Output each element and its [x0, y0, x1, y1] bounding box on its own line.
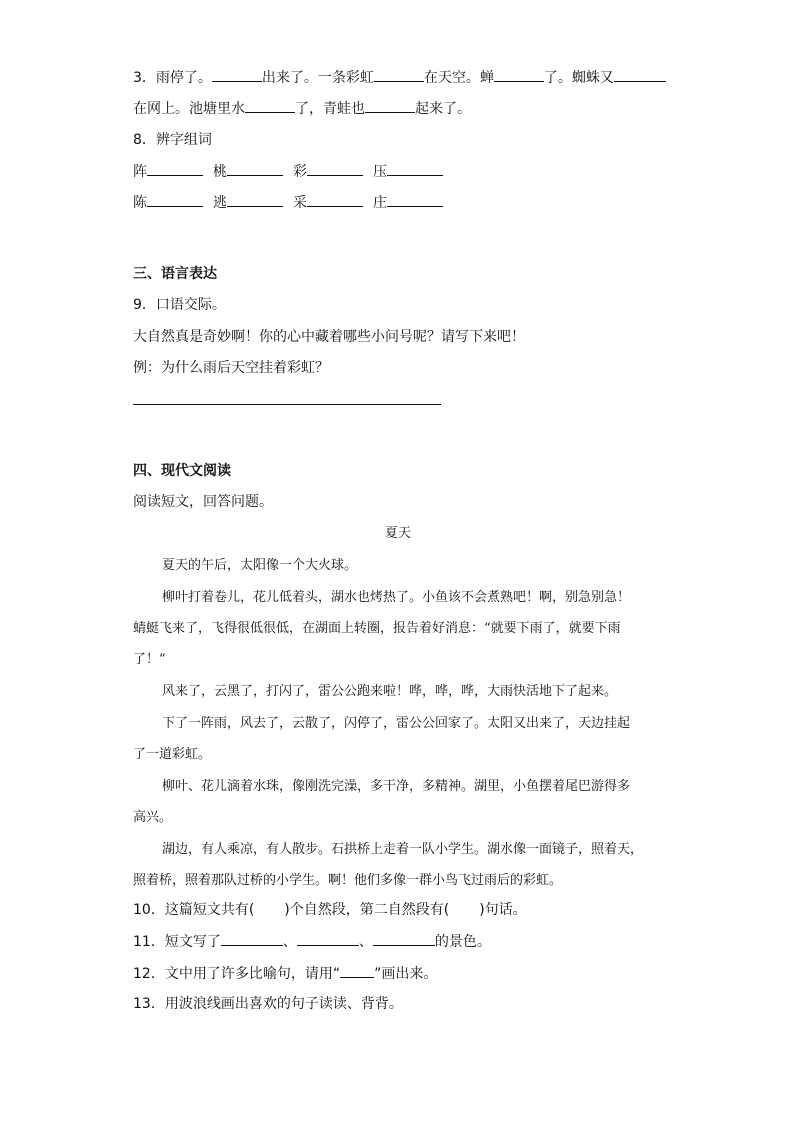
answer-blank[interactable] — [494, 67, 544, 82]
reading-instruction: 阅读短文，回答问题。 — [133, 494, 273, 510]
answer-blank[interactable] — [307, 192, 363, 207]
answer-blank[interactable] — [147, 192, 203, 207]
passage-line: 了一道彩虹。 — [133, 747, 212, 762]
q3-line-1: 3．雨停了。 出来了。一条彩虹 在天空。蝉 了。蜘蛛又 — [133, 67, 666, 88]
answer-blank[interactable] — [147, 161, 203, 176]
q3-line-2: 在网上。池塘里水 了，青蛙也 起来了。 — [133, 98, 471, 119]
passage-line: 下了一阵雨，风去了，云散了，闪停了，雷公公回家了。太阳又出来了，天边挂起 — [162, 716, 631, 731]
answer-blank[interactable] — [365, 98, 415, 113]
answer-blank[interactable] — [227, 161, 283, 176]
q8-row-1: 阵 桃 彩 压 — [133, 161, 453, 182]
q11: 11．短文写了 、 、 的景色。 — [133, 931, 491, 952]
answer-blank[interactable] — [374, 67, 424, 82]
passage-line: 蜻蜓飞来了，飞得很低很低，在湖面上转圈，报告着好消息：“就要下雨了，就要下雨 — [133, 621, 621, 636]
passage-line: 风来了，云黑了，打闪了，雷公公跑来啦！哗，哗，哗，大雨快活地下了起来。 — [162, 684, 618, 699]
passage-line: 了！” — [133, 652, 166, 667]
q10: 10．这篇短文共有( )个自然段，第二自然段有( )句话。 — [133, 902, 527, 918]
q12: 12．文中用了许多比喻句，请用“ ”画出来。 — [133, 963, 437, 984]
q8-row-2: 陈 逃 采 庄 — [133, 192, 453, 213]
answer-blank[interactable] — [221, 931, 283, 946]
answer-blank[interactable] — [245, 98, 295, 113]
passage-line: 照着桥，照着那队过桥的小学生。啊！他们多像一群小鸟飞过雨后的彩虹。 — [133, 873, 563, 888]
q9-example: 例：为什么雨后天空挂着彩虹？ — [133, 360, 329, 376]
passage-line: 柳叶、花儿滴着水珠，像刚洗完澡，多干净，多精神。湖里，小鱼摆着尾巴游得多 — [162, 779, 631, 794]
passage-line: 湖边，有人乘凉，有人散步。石拱桥上走着一队小学生。湖水像一面镜子，照着天， — [162, 842, 644, 857]
answer-blank[interactable] — [387, 192, 443, 207]
answer-blank[interactable] — [340, 963, 374, 978]
passage-title: 夏天 — [385, 526, 412, 541]
passage-line: 柳叶打着卷儿，花儿低着头，湖水也烤热了。小鱼该不会煮熟吧！啊，别急别急！ — [162, 590, 631, 605]
passage-line: 夏天的午后，太阳像一个大火球。 — [162, 558, 358, 573]
section-4-title: 四、现代文阅读 — [133, 463, 231, 479]
passage-line: 高兴。 — [133, 810, 173, 825]
answer-line[interactable] — [133, 404, 441, 405]
q9-prompt: 大自然真是奇妙啊！你的心中藏着哪些小问号呢？请写下来吧！ — [133, 329, 525, 345]
answer-blank[interactable] — [614, 67, 666, 82]
answer-blank[interactable] — [297, 931, 359, 946]
q8-title: 8．辨字组词 — [133, 132, 212, 148]
q9-title: 9．口语交际。 — [133, 297, 226, 313]
answer-blank[interactable] — [373, 931, 435, 946]
section-3-title: 三、语言表达 — [133, 266, 217, 282]
answer-blank[interactable] — [227, 192, 283, 207]
q13: 13．用波浪线画出喜欢的句子读读、背背。 — [133, 996, 403, 1012]
answer-blank[interactable] — [387, 161, 443, 176]
answer-blank[interactable] — [307, 161, 363, 176]
answer-blank[interactable] — [212, 67, 262, 82]
